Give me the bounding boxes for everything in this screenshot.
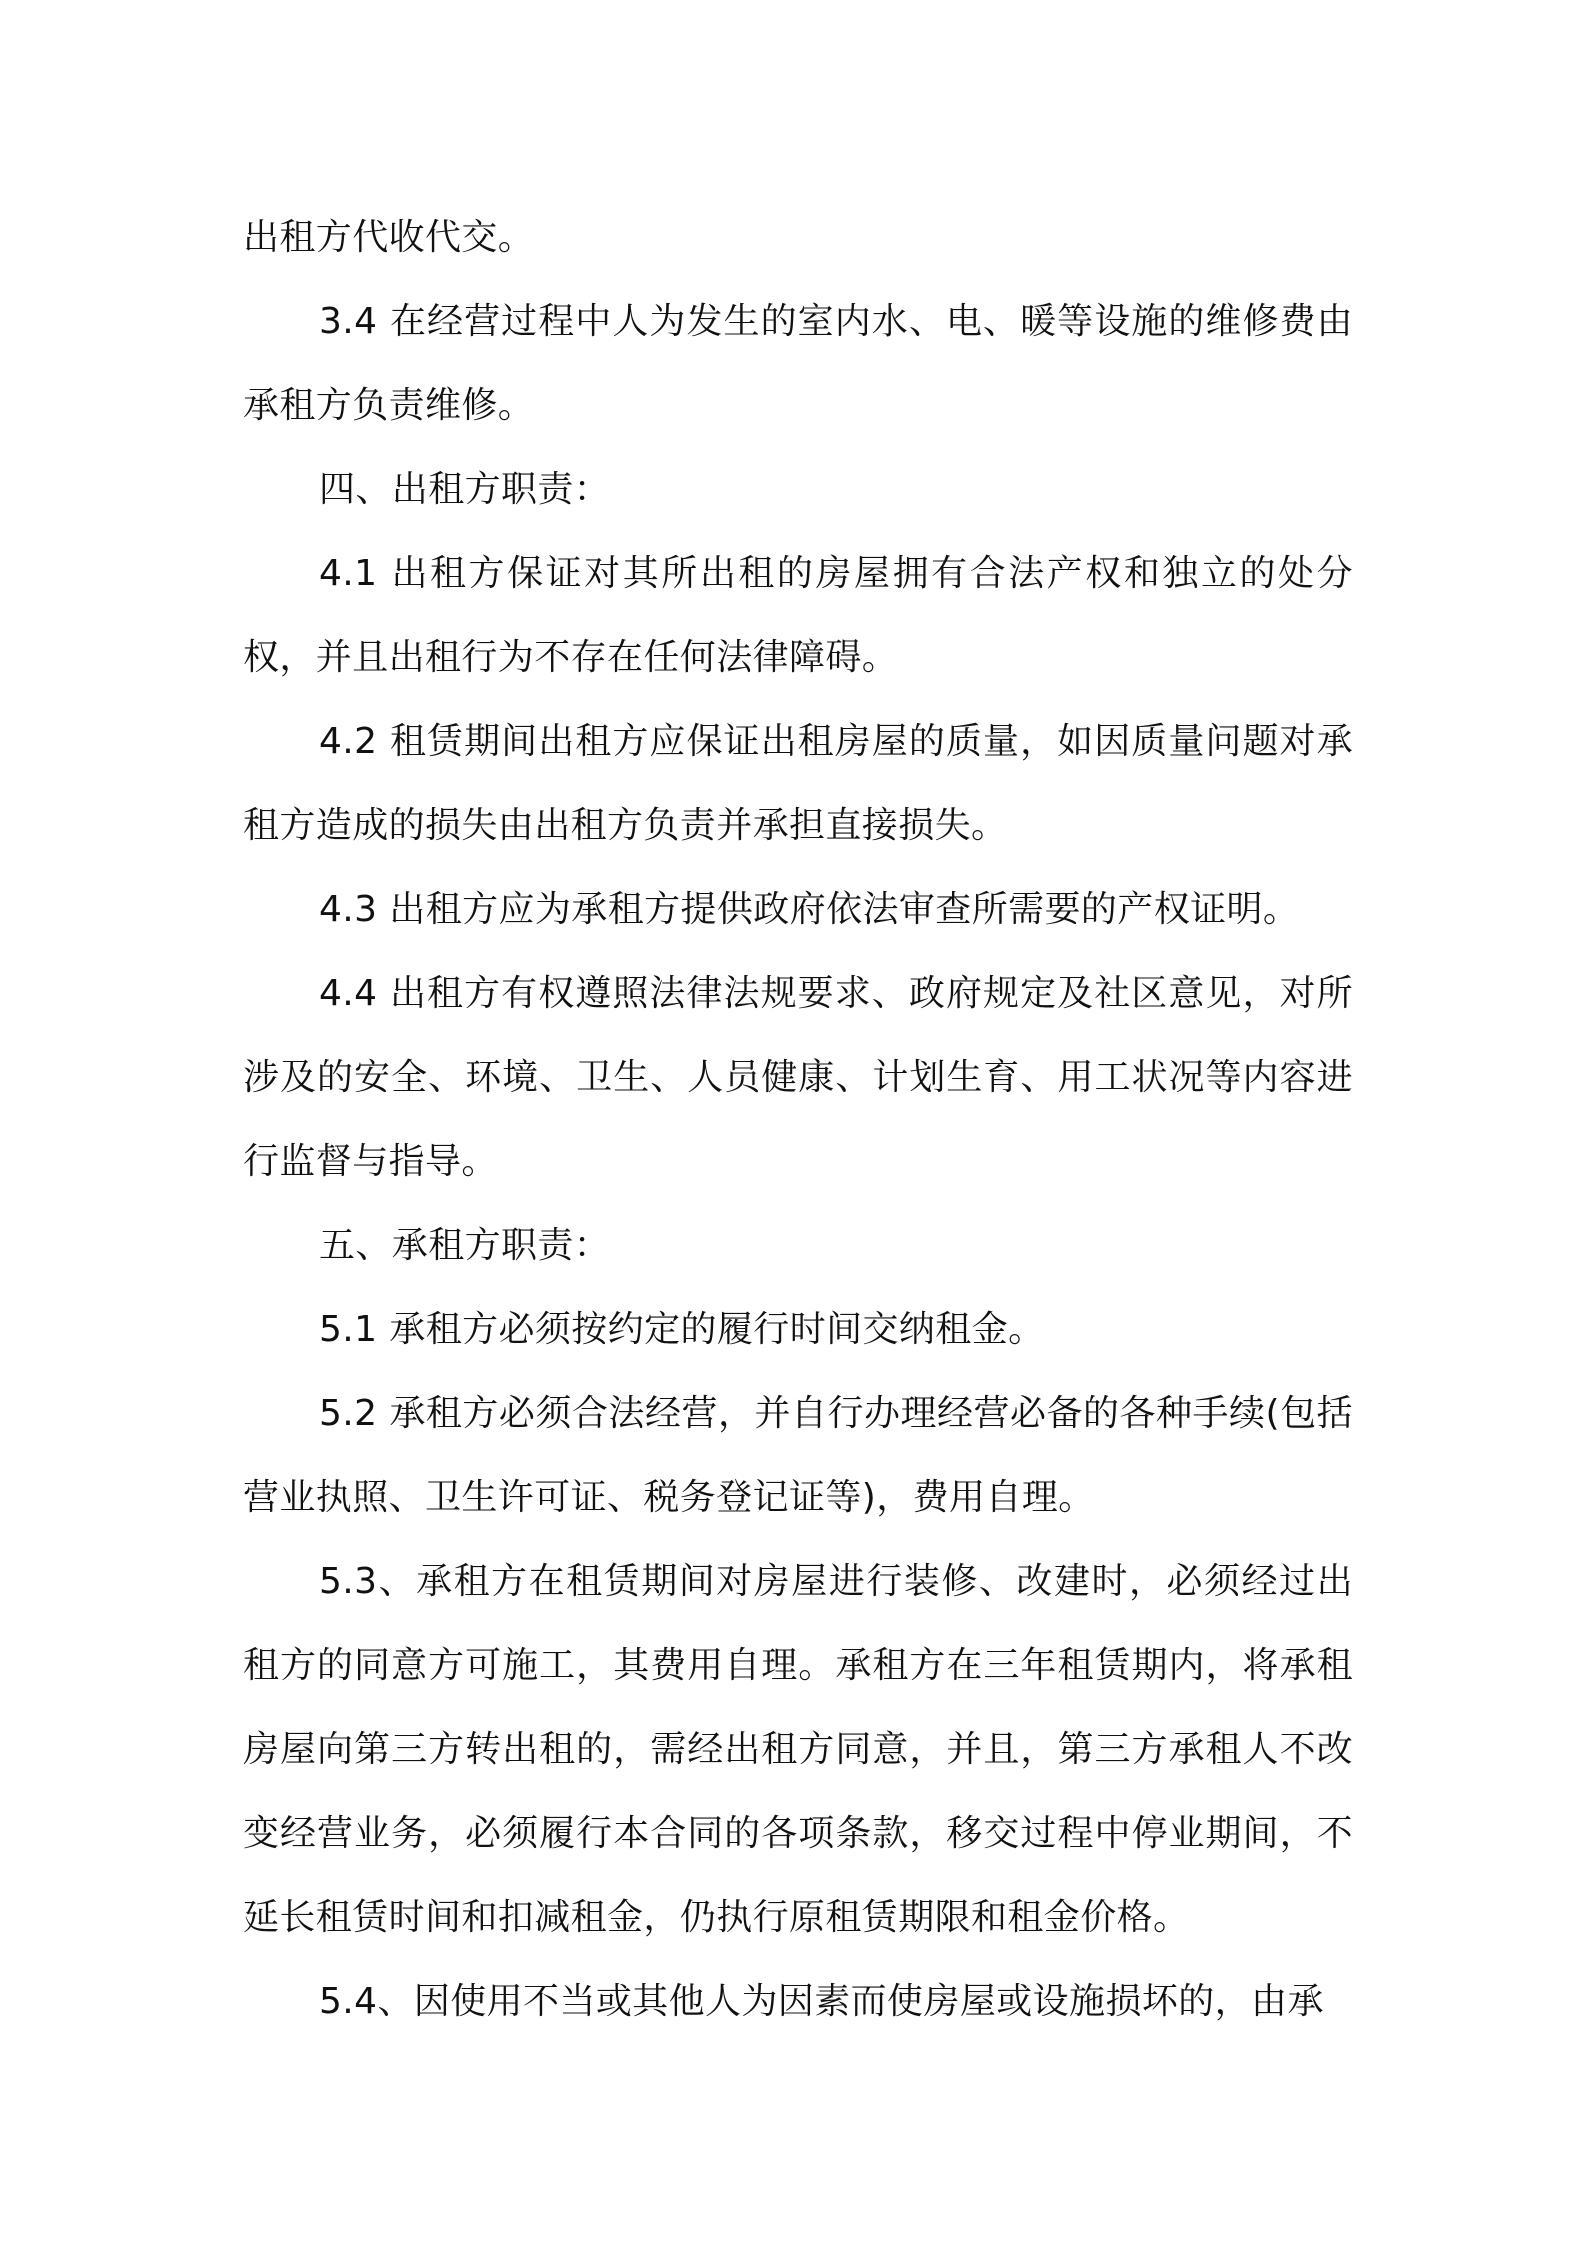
clause-3-4: 3.4 在经营过程中人为发生的室内水、电、暖等设施的维修费由承租方负责维修。 <box>243 301 1353 426</box>
clause-4-4: 4.4 出租方有权遵照法律法规要求、政府规定及社区意见，对所涉及的安全、环境、卫生、人员健康、计划生育、用工状况等内容进行监督与指导。 <box>243 973 1353 1182</box>
clause-4-3: 4.3 出租方应为承租方提供政府依法审查所需要的产权证明。 <box>319 889 1300 930</box>
section-heading-4: 四、出租方职责： <box>319 469 611 510</box>
paragraph-continuation: 出租方代收代交。 <box>243 217 535 258</box>
clause-5-3: 5.3、承租方在租赁期间对房屋进行装修、改建时，必须经过出租方的同意方可施工，其费用自理。承租方在三年租赁期内，将承租房屋向第三方转出租的，需经出租方同意，并且，第三方承租人不改变经营业务，必须履行本合同的各项条款，移交过程中停业期间，不延长租赁时间和扣减租金，仍执行原租赁期限和租金价格。 <box>243 1561 1353 1938</box>
clause-4-2: 4.2 租赁期间出租方应保证出租房屋的质量，如因质量问题对承租方造成的损失由出租方负责并承担直接损失。 <box>243 721 1353 846</box>
section-heading-5: 五、承租方职责： <box>319 1225 611 1266</box>
clause-5-4: 5.4、因使用不当或其他人为因素而使房屋或设施损坏的，由承 <box>319 1981 1324 2022</box>
clause-5-2: 5.2 承租方必须合法经营，并自行办理经营必备的各种手续(包括营业执照、卫生许可证、税务登记证等)，费用自理。 <box>243 1393 1353 1518</box>
document-body <box>243 196 1353 2044</box>
clause-4-1: 4.1 出租方保证对其所出租的房屋拥有合法产权和独立的处分权，并且出租行为不存在任何法律障碍。 <box>243 553 1353 678</box>
clause-5-1: 5.1 承租方必须按约定的履行时间交纳租金。 <box>319 1309 1045 1350</box>
